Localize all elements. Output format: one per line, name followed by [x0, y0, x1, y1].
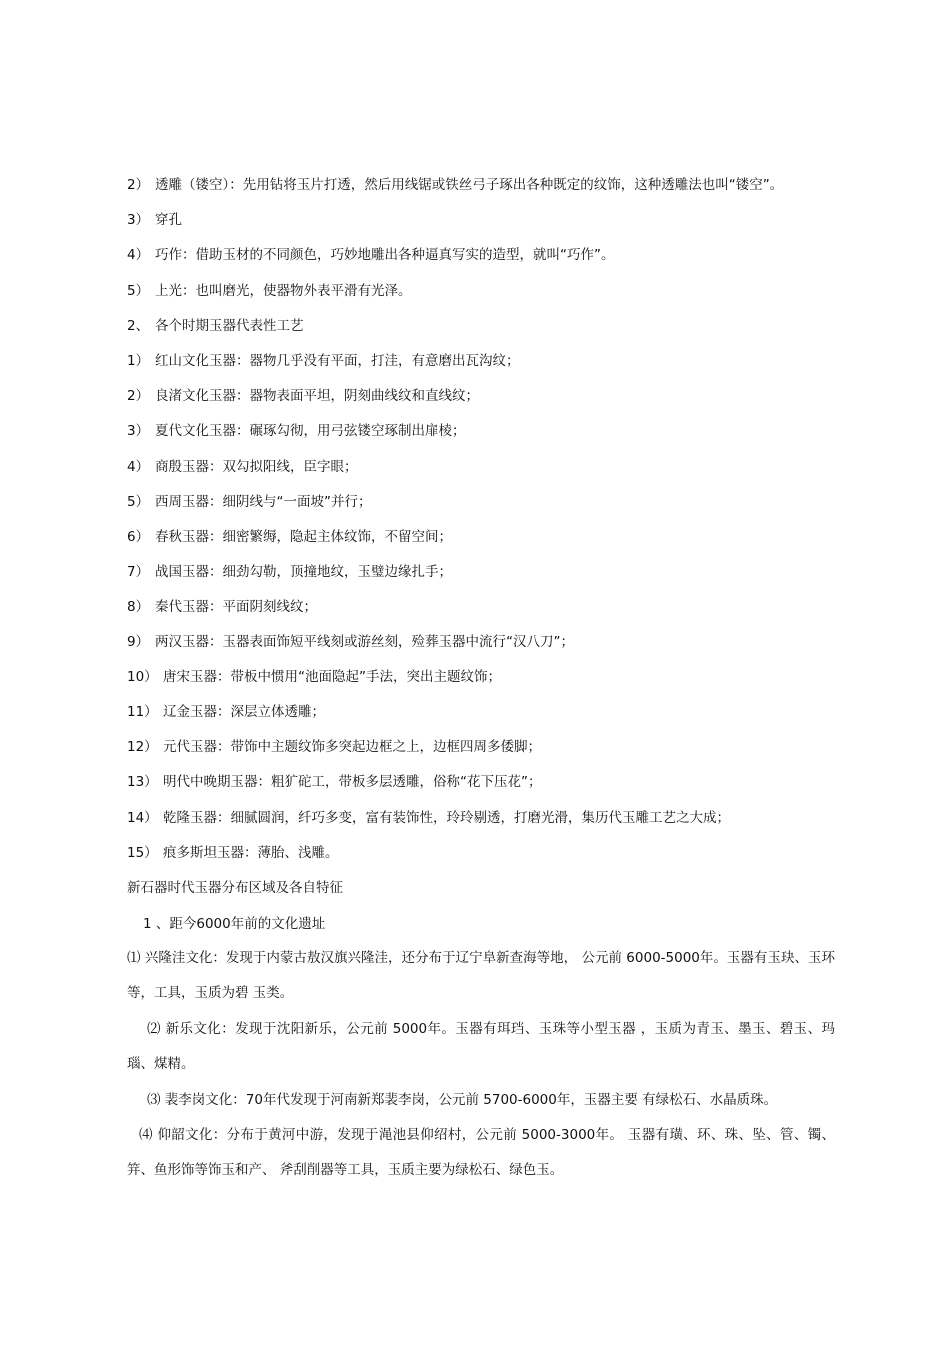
item-text: 唐宋玉器：带板中惯用“池面隐起”手法，突出主题纹饰；: [163, 669, 501, 685]
item-number: 13）: [127, 774, 158, 790]
item-text: 穿孔: [155, 212, 182, 228]
craft-item: [127, 282, 412, 300]
item-text: 夏代文化玉器：碾琢勾彻，用弓弦镂空琢制出扉棱；: [155, 423, 466, 439]
period-item: [127, 703, 325, 721]
item-number: 12）: [127, 739, 158, 755]
item-number: 8）: [127, 599, 150, 615]
period-item: [127, 598, 317, 616]
item-number: 1）: [127, 353, 150, 369]
item-number: 2）: [127, 388, 150, 404]
item-number: 3）: [127, 212, 150, 228]
item-number: 5）: [127, 283, 150, 299]
neolithic-title: 新石器时代玉器分布区域及各自特征: [127, 880, 343, 896]
item-text: 红山文化玉器：器物几乎没有平面，打洼，有意磨出瓦沟纹；: [155, 353, 520, 369]
period-item: [127, 738, 541, 756]
section-title: 各个时期玉器代表性工艺: [155, 318, 304, 334]
period-item: [127, 809, 730, 827]
item-text: 商殷玉器：双勾拟阳线，臣字眼；: [155, 459, 358, 475]
item-number: 3）: [127, 423, 150, 439]
craft-item: [127, 211, 182, 229]
item-text: 元代玉器：带饰中主题纹饰多突起边框之上，边框四周多倭脚；: [163, 739, 541, 755]
item-text: 透雕（镂空）：先用钻将玉片打透，然后用线锯或铁丝弓子琢出各种既定的纹饰，这种透雕法也叫“镂空”。: [155, 177, 784, 193]
culture-paragraph: ⑶ 裴李岗文化：70年代发现于河南新郑裴李岗，公元前 5700-6000年，玉器主要 有绿松石、水晶质珠。: [147, 1092, 778, 1108]
period-item: [127, 528, 452, 546]
item-text: 两汉玉器：玉器表面饰短平线刻或游丝刻，殓葬玉器中流行“汉八刀”；: [155, 634, 574, 650]
culture-paragraph: ⑷ 仰韶文化：分布于黄河中游，发现于渑池县仰绍村，公元前 5000-3000年。 玉器有璜、环、珠、坠、管、镯、笄、鱼形饰等饰玉和产、 斧刮削器等工具，玉质主要为绿松石、绿色玉。: [127, 1127, 835, 1178]
item-text: 乾隆玉器：细腻圆润，纤巧多变，富有装饰性，玲玲剔透，打磨光滑，集历代玉雕工艺之大成；: [163, 810, 730, 826]
period-item: [127, 773, 542, 791]
item-text: 秦代玉器：平面阴刻线纹；: [155, 599, 317, 615]
item-text: 春秋玉器：细密繁缛，隐起主体纹饰，不留空间；: [155, 529, 452, 545]
item-text: 上光：也叫磨光，使器物外表平滑有光泽。: [155, 283, 412, 299]
item-text: 西周玉器：细阴线与“一面坡”并行；: [155, 494, 372, 510]
period-item: [127, 422, 466, 440]
period-item: [127, 844, 339, 862]
period-item: [127, 493, 372, 511]
period-item: [127, 458, 358, 476]
item-text: 辽金玉器：深层立体透雕；: [163, 704, 325, 720]
item-number: 4）: [127, 459, 150, 475]
item-number: 14）: [127, 810, 158, 826]
section-heading: [127, 317, 304, 335]
period-item: [127, 352, 520, 370]
item-number: 6）: [127, 529, 150, 545]
craft-item: [127, 246, 615, 264]
item-number: 2）: [127, 177, 150, 193]
item-number: 10）: [127, 669, 158, 685]
period-item: [127, 563, 452, 581]
item-text: 良渚文化玉器：器物表面平坦，阴刻曲线纹和直线纹；: [155, 388, 479, 404]
item-number: 11）: [127, 704, 158, 720]
item-text: 巧作：借助玉材的不同颜色，巧妙地雕出各种逼真写实的造型，就叫“巧作”。: [155, 247, 615, 263]
item-text: 痕多斯坦玉器：薄胎、浅雕。: [163, 845, 339, 861]
item-number: 9）: [127, 634, 150, 650]
period-item: [127, 387, 479, 405]
section-number: 2、: [127, 318, 150, 334]
craft-item: [127, 176, 783, 194]
item-number: 5）: [127, 494, 150, 510]
culture-paragraph: ⑵ 新乐文化：发现于沈阳新乐，公元前 5000年。玉器有珥珰、玉珠等小型玉器 ，玉质为青玉、墨玉、碧玉、玛瑙、煤精。: [127, 1021, 835, 1072]
item-text: 战国玉器：细劲勾勒，顶撞地纹，玉璧边缘扎手；: [155, 564, 452, 580]
item-number: 4）: [127, 247, 150, 263]
sub-heading: 1 、距今6000年前的文化遗址: [143, 916, 326, 932]
item-text: 明代中晚期玉器：粗犷砣工，带板多层透雕，俗称“花下压花”；: [163, 774, 542, 790]
period-item: [127, 668, 501, 686]
period-item: [127, 633, 574, 651]
item-number: 15）: [127, 845, 158, 861]
culture-paragraph: ⑴ 兴隆洼文化：发现于内蒙古敖汉旗兴隆洼，还分布于辽宁阜新查海等地， 公元前 6000-5000年。玉器有玉玦、玉环等，工具，玉质为碧 玉类。: [127, 950, 835, 1001]
item-number: 7）: [127, 564, 150, 580]
